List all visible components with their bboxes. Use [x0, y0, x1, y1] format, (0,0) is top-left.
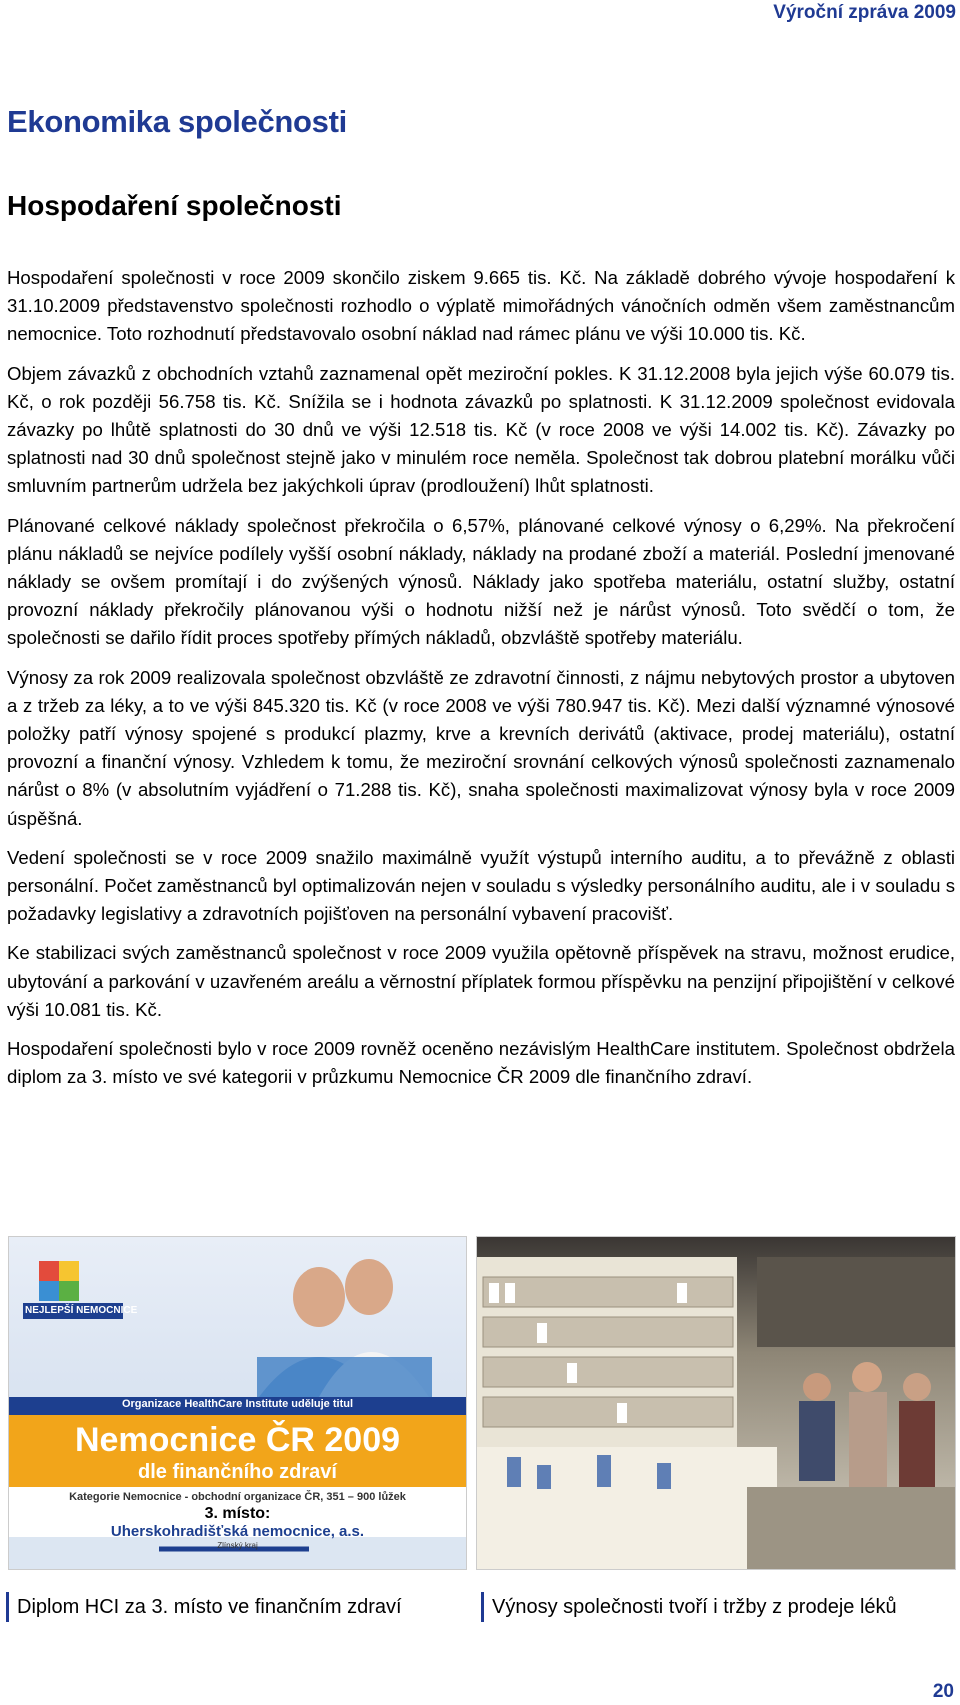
caption-pharmacy: Výnosy společnosti tvoří i tržby z prodeje léků [481, 1592, 897, 1622]
subsection-title: Hospodaření společnosti [7, 190, 342, 221]
body-text [7, 264, 955, 1102]
diploma-place: 3. místo: [204, 1505, 271, 1522]
paragraph: Hospodaření společnosti bylo v roce 2009 rovněž oceněno nezávislým HealthCare institutem. Společnost obdržela diplom za 3. místo ve své kategorii v průzkumu Nemocnice ČR 2009 dle finančního zdraví. [7, 1038, 955, 1088]
diploma-photo [8, 1236, 467, 1570]
diploma-org-line: Organizace HealthCare Institute uděluje titul [121, 1398, 354, 1410]
diploma-region: Zlínský kraj [217, 1541, 258, 1550]
diploma-category: Kategorie Nemocnice - obchodní organizace ČR, 351 – 900 lůžek [69, 1491, 406, 1503]
report-title: Výroční zpráva 2009 [773, 2, 956, 23]
pharmacy-illustration [477, 1237, 955, 1569]
page-number: 20 [932, 1681, 954, 1702]
customers-figure [799, 1362, 935, 1491]
diploma-title: Nemocnice ČR 2009 [74, 1421, 401, 1459]
diploma-logo-text: NEJLEPŠÍ NEMOCNICE [25, 1305, 138, 1316]
paragraph: Výnosy za rok 2009 realizovala společnost obzvláště ze zdravotní činnosti, z nájmu nebytových prostor a ubytoven a z tržeb za léky, a to ve výši 845.320 tis. Kč (v roce 2008 ve výši 780.947 tis. Kč). Mezi další významné výnosové položky patří výnosy spojené s produkcí plazmy, krve a krevních derivátů (aktivace, prodej materiálu), ostatní provozní a finanční výnosy. Vzhledem k tomu, že meziroční srovnání celkových výnosů společnosti zaznamenalo nárůst o 8% (v absolutním vyjádření o 71.288 tis. Kč), snaha společnosti maximalizovat výnosy byla v roce 2009 úspěšná. [7, 666, 955, 829]
pharmacy-photo [476, 1236, 956, 1570]
diploma-hospital: Uherskohradišťská nemocnice, a.s. [110, 1523, 365, 1540]
caption-diploma: Diplom HCI za 3. místo ve finančním zdraví [6, 1592, 402, 1622]
paragraph: Vedení společnosti se v roce 2009 snažilo maximálně využít výstupů interního auditu, a to převážně z oblasti personální. Počet zaměstnanců byl optimalizován nejen v souladu s výsledky personálního auditu, ale i v souladu s požadavky legislativy a zdravotních pojišťoven na personální vybavení pracovišť. [7, 846, 955, 925]
section-title: Ekonomika společnosti [7, 104, 347, 139]
paragraph: Objem závazků z obchodních vztahů zaznamenal opět meziroční pokles. K 31.12.2008 byla jejich výše 60.079 tis. Kč, o rok později 56.758 tis. Kč. Snížila se i hodnota závazků po splatnosti. K 31.12.2009 společnost evidovala závazky po lhůtě splatnosti do 30 dnů ve výši 12.518 tis. Kč (v roce 2008 ve výši 14.002 tis. Kč). Závazky po splatnosti nad 30 dnů společnost stejně jako v minulém roce neměla. Společnost tak dobrou platební morálku vůči smluvním partnerům udržela bez jakýchkoli úprav (prodloužení) lhůt splatnosti. [7, 362, 955, 497]
paragraph: Ke stabilizaci svých zaměstnanců společnost v roce 2009 využila opětovně příspěvek na stravu, možnost erudice, ubytování a parkování v uzavřeném areálu a věrnostní příplatek formou příspěvku na penzijní připojištění v celkové výši 10.081 tis. Kč. [7, 942, 955, 1020]
diploma-subtitle: dle finančního zdraví [138, 1461, 337, 1483]
paragraph: Hospodaření společnosti v roce 2009 skončilo ziskem 9.665 tis. Kč. Na základě dobrého vývoje hospodaření k 31.10.2009 představenstvo společnosti rozhodlo o výplatě mimořádných vánočních odměn všem zaměstnancům nemocnice. Toto rozhodnutí představovalo osobní náklad nad rámec plánu ve výši 10.000 tis. Kč. [7, 267, 955, 345]
paragraph: Plánované celkové náklady společnost překročila o 6,57%, plánované celkové výnosy o 6,29%. Na překročení plánu nákladů se nejvíce podílely vyšší osobní náklady, náklady na prodané zboží a materiál. Poslední jmenované náklady se ovšem promítají i do zvýšených výnosů. Náklady jako spotřeba materiálu, ostatní služby, ostatní provozní náklady překročily plánovanou výši o hodnotu nižší než je nárůst výnosů. Toto svědčí o tom, že společnosti se dařilo řídit proces spotřeby přímých nákladů, obzvláště spotřeby materiálu. [7, 514, 955, 649]
